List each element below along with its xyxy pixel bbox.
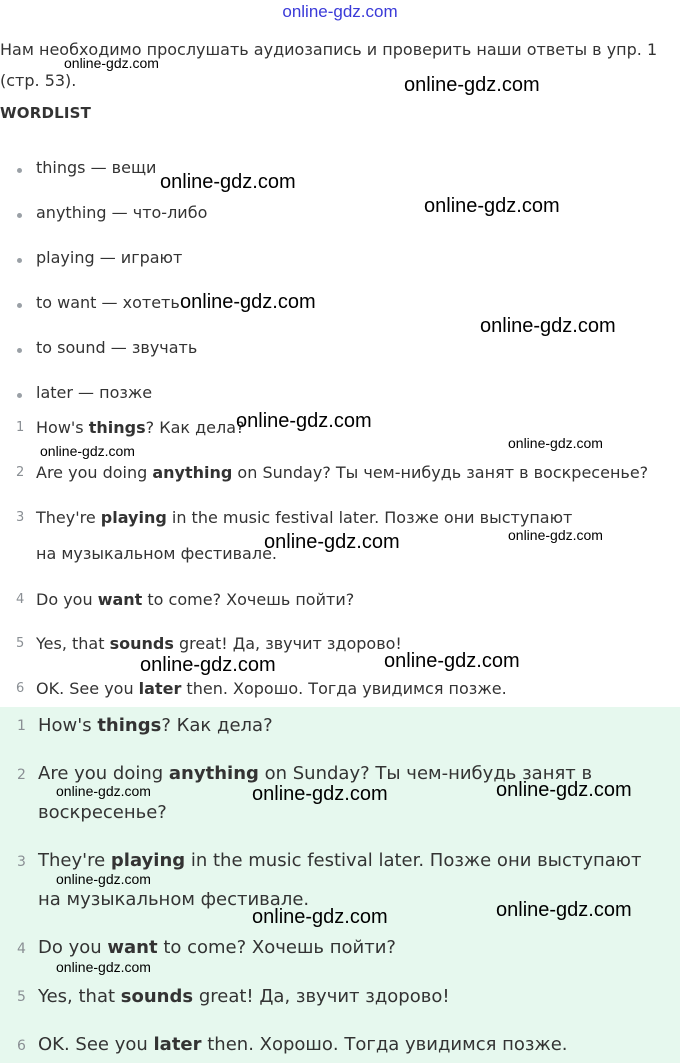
watermark: online-gdz.com: [160, 171, 296, 193]
wordlist-item: playing — играют: [36, 248, 183, 267]
answer-sentence: How's things? Как дела?: [38, 715, 273, 736]
bullet-icon: [17, 258, 22, 263]
sentence-number: 3: [16, 510, 25, 525]
watermark: online-gdz.com: [140, 654, 276, 676]
answer-number: 1: [17, 718, 26, 734]
bullet-icon: [17, 348, 22, 353]
answer-number: 4: [17, 941, 26, 957]
watermark: online-gdz.com: [264, 531, 400, 553]
watermark: online-gdz.com: [384, 650, 520, 672]
watermark: online-gdz.com: [404, 74, 540, 96]
answer-number: 3: [17, 854, 26, 870]
answer-number: 2: [17, 767, 26, 783]
site-header-watermark: online-gdz.com: [282, 2, 398, 21]
answer-sentence: Yes, that sounds great! Да, звучит здорово!: [38, 986, 450, 1007]
answer-number: 5: [17, 989, 26, 1005]
sentence: They're playing in the music festival later. Позже они выступают на музыкальном фестивале.: [36, 508, 573, 563]
watermark: online-gdz.com: [252, 906, 388, 928]
answer-sentence: OK. See you later then. Хорошо. Тогда увидимся позже.: [38, 1034, 568, 1055]
wordlist-item: to want — хотеть: [36, 293, 180, 312]
sentence: Are you doing anything on Sunday? Ты чем-нибудь занят в воскресенье?: [36, 463, 649, 482]
answer-sentence: Do you want to come? Хочешь пойти?: [38, 937, 396, 958]
watermark: online-gdz.com: [252, 783, 388, 805]
sentence-number: 1: [16, 420, 25, 435]
watermark: online-gdz.com: [480, 315, 616, 337]
answer-sentence: Are you doing anything on Sunday? Ты чем-нибудь занят в воскресенье?: [38, 763, 593, 823]
sentence-number: 4: [16, 592, 25, 607]
answer-number: 6: [17, 1038, 26, 1054]
watermark: online-gdz.com: [508, 435, 603, 451]
sentence: OK. See you later then. Хорошо. Тогда увидимся позже.: [36, 679, 507, 698]
watermark: online-gdz.com: [40, 443, 135, 459]
bullet-icon: [17, 168, 22, 173]
watermark: online-gdz.com: [64, 55, 159, 71]
wordlist-item: later — позже: [36, 383, 153, 402]
sentence-number: 5: [16, 636, 25, 651]
wordlist-item: things — вещи: [36, 158, 157, 177]
bullet-icon: [17, 303, 22, 308]
sentence-number: 2: [16, 465, 25, 480]
bullet-icon: [17, 213, 22, 218]
watermark: online-gdz.com: [508, 527, 603, 543]
sentence: Yes, that sounds great! Да, звучит здорово!: [36, 634, 402, 653]
watermark: online-gdz.com: [496, 779, 632, 801]
bullet-icon: [17, 393, 22, 398]
watermark: online-gdz.com: [236, 410, 372, 432]
intro-text: Нам необходимо прослушать аудиозапись и проверить наши ответы в упр. 1 (стр. 53).: [0, 40, 658, 90]
answer-sentence: They're playing in the music festival later. Позже они выступают на музыкальном фестивале.: [38, 850, 642, 910]
sentence: How's things? Как дела?: [36, 418, 245, 437]
watermark: online-gdz.com: [424, 195, 560, 217]
wordlist-heading: WORDLIST: [0, 104, 92, 122]
watermark: online-gdz.com: [56, 959, 151, 975]
watermark: online-gdz.com: [496, 899, 632, 921]
watermark: online-gdz.com: [180, 291, 316, 313]
watermark: online-gdz.com: [56, 871, 151, 887]
sentence-number: 6: [16, 681, 25, 696]
sentence: Do you want to come? Хочешь пойти?: [36, 590, 355, 609]
watermark: online-gdz.com: [56, 783, 151, 799]
wordlist-item: to sound — звучать: [36, 338, 198, 357]
wordlist-item: anything — что-либо: [36, 203, 208, 222]
